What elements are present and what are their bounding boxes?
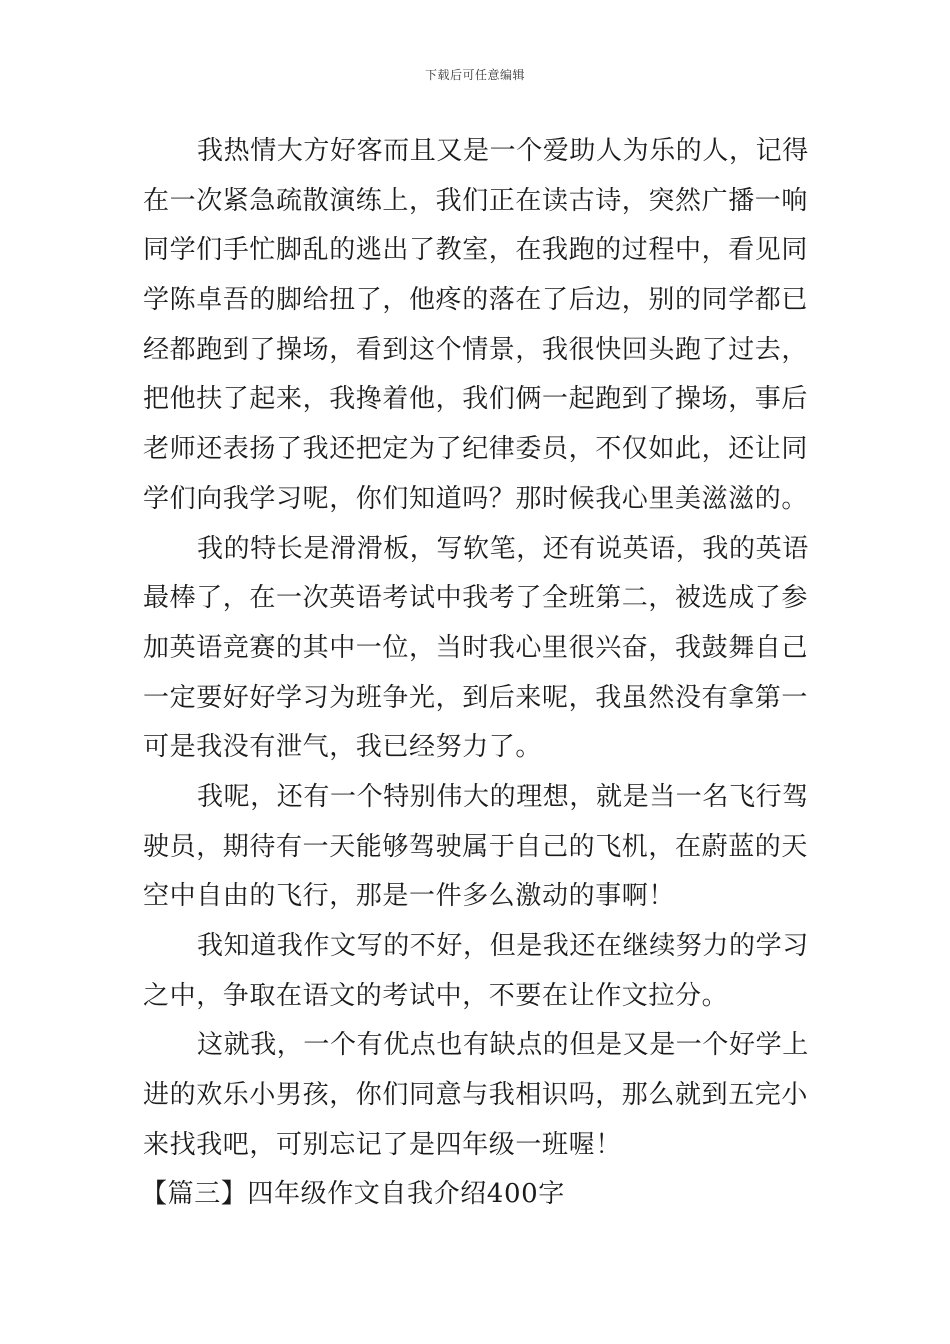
text-line: 同学们手忙脚乱的逃出了教室，在我跑的过程中，看见同 — [143, 235, 809, 266]
text-line: 在一次紧急疏散演练上，我们正在读古诗，突然广播一响 — [143, 185, 809, 216]
text-line: 学陈卓吾的脚给扭了，他疼的落在了后边，别的同学都已 — [143, 285, 809, 316]
text-line: 进的欢乐小男孩，你们同意与我相识吗，那么就到五完小 — [143, 1080, 809, 1111]
text-line: 我热情大方好客而且又是一个爱助人为乐的人，记得 — [197, 136, 809, 166]
paragraph-3 — [143, 773, 815, 922]
text-line: 我呢，还有一个特别伟大的理想，就是当一名飞行驾 — [197, 781, 809, 812]
paragraph-4 — [143, 922, 815, 1021]
document-body — [143, 127, 815, 1220]
text-line: 老师还表扬了我还把定为了纪律委员，不仅如此，还让同 — [143, 434, 809, 465]
text-line: 学们向我学习呢，你们知道吗？那时候我心里美滋滋的。 — [143, 483, 809, 514]
paragraph-1 — [143, 127, 815, 525]
text-line: 我知道我作文写的不好，但是我还在继续努力的学习 — [197, 931, 809, 961]
text-line: 这就我，一个有优点也有缺点的但是又是一个好学上 — [197, 1030, 809, 1061]
text-line: 来找我吧，可别忘记了是四年级一班喔！ — [143, 1129, 622, 1160]
text-line: 我的特长是滑滑板，写软笔，还有说英语，我的英语 — [197, 533, 809, 564]
paragraph-2 — [143, 525, 815, 773]
section-heading: 【篇三】四年级作文自我介绍400字 — [141, 1179, 565, 1210]
text-line: 可是我没有泄气，我已经努力了。 — [143, 732, 543, 763]
text-line: 最棒了，在一次英语考试中我考了全班第二，被选成了参 — [143, 583, 809, 614]
text-line: 加英语竞赛的其中一位，当时我心里很兴奋，我鼓舞自己 — [143, 632, 809, 663]
text-line: 空中自由的飞行，那是一件多么激动的事啊！ — [143, 881, 676, 912]
text-line: 之中，争取在语文的考试中，不要在让作文拉分。 — [143, 980, 729, 1011]
page-header: 下载后可任意编辑 — [424, 68, 525, 82]
text-line: 经都跑到了操场，看到这个情景，我很快回头跑了过去， — [143, 334, 809, 365]
text-line: 一定要好好学习为班争光，到后来呢，我虽然没有拿第一 — [143, 682, 809, 713]
text-line: 把他扶了起来，我搀着他，我们俩一起跑到了操场，事后 — [143, 384, 809, 415]
text-line: 驶员，期待有一天能够驾驶属于自己的飞机，在蔚蓝的天 — [143, 831, 809, 862]
paragraph-5 — [143, 1021, 815, 1170]
